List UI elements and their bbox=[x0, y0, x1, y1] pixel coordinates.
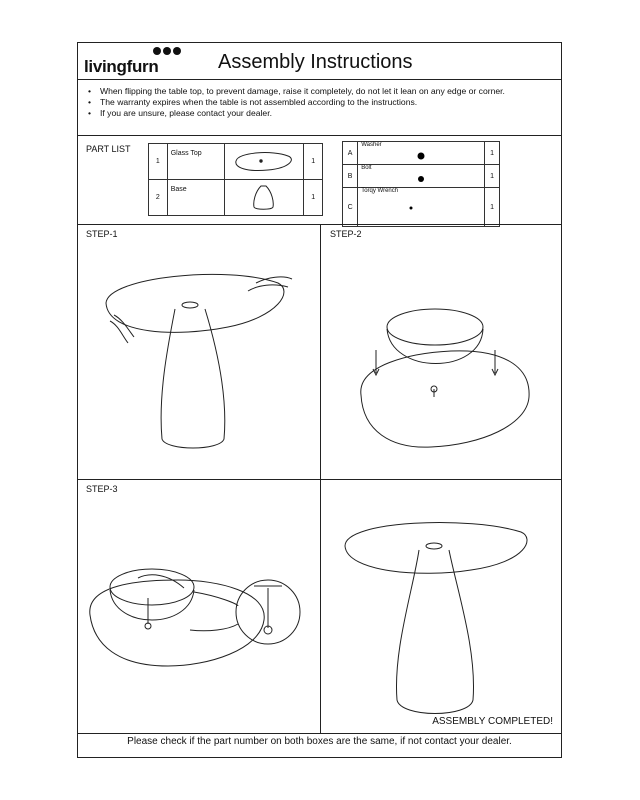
divider bbox=[78, 135, 561, 136]
glass-top-icon bbox=[228, 146, 298, 176]
brand-logo-dots-icon bbox=[153, 47, 181, 55]
divider bbox=[78, 733, 561, 734]
divider bbox=[78, 79, 561, 80]
hardware-cell bbox=[358, 188, 485, 227]
part-qty: 1 bbox=[304, 180, 323, 216]
instruction-sheet bbox=[77, 42, 562, 758]
part-name: Glass Top bbox=[167, 144, 225, 180]
note-item: • If you are unsure, please contact your dealer. bbox=[88, 108, 505, 119]
hardware-table bbox=[342, 141, 500, 227]
hardware-id: C bbox=[343, 188, 358, 227]
hardware-name: Torqy Wrench bbox=[361, 188, 399, 194]
hardware-id: B bbox=[343, 165, 358, 188]
notes-list bbox=[88, 86, 505, 119]
hardware-id: A bbox=[343, 142, 358, 165]
note-item: • When flipping the table top, to prevent damage, raise it completely, do not let it lean on any edge or corner. bbox=[88, 86, 505, 97]
part-number: 2 bbox=[149, 180, 168, 216]
hardware-qty: 1 bbox=[485, 142, 500, 165]
table-row bbox=[343, 188, 500, 227]
part-name: Base bbox=[167, 180, 225, 216]
hardware-name: Washer bbox=[361, 142, 382, 148]
part-list-label: PART LIST bbox=[86, 144, 131, 154]
step-3-label: STEP-3 bbox=[86, 484, 118, 494]
hardware-qty: 1 bbox=[485, 165, 500, 188]
bolt-icon bbox=[361, 165, 481, 185]
hardware-qty: 1 bbox=[485, 188, 500, 227]
note-item: • The warranty expires when the table is not assembled according to the instructions. bbox=[88, 97, 505, 108]
part-qty: 1 bbox=[304, 144, 323, 180]
assembly-completed-label: ASSEMBLY COMPLETED! bbox=[432, 716, 553, 727]
part-image bbox=[225, 144, 304, 180]
table-row bbox=[343, 142, 500, 165]
base-icon bbox=[228, 182, 298, 212]
brand-logo: livingfurn bbox=[84, 57, 159, 76]
page-title: Assembly Instructions bbox=[218, 51, 413, 73]
completed-illustration bbox=[321, 480, 563, 733]
step-1-illustration bbox=[78, 225, 320, 479]
hardware-cell bbox=[358, 165, 485, 188]
footer-note: Please check if the part number on both boxes are the same, if not contact your dealer. bbox=[127, 736, 512, 747]
parts-table bbox=[148, 143, 323, 216]
part-image bbox=[225, 180, 304, 216]
step-2-illustration bbox=[321, 225, 563, 479]
table-row bbox=[343, 165, 500, 188]
hardware-cell bbox=[358, 142, 485, 165]
part-number: 1 bbox=[149, 144, 168, 180]
table-row bbox=[149, 144, 323, 180]
step-2-label: STEP-2 bbox=[330, 229, 362, 239]
step-3-illustration bbox=[78, 480, 320, 733]
step-1-label: STEP-1 bbox=[86, 229, 118, 239]
hardware-name: Bolt bbox=[361, 165, 372, 171]
table-row bbox=[149, 180, 323, 216]
